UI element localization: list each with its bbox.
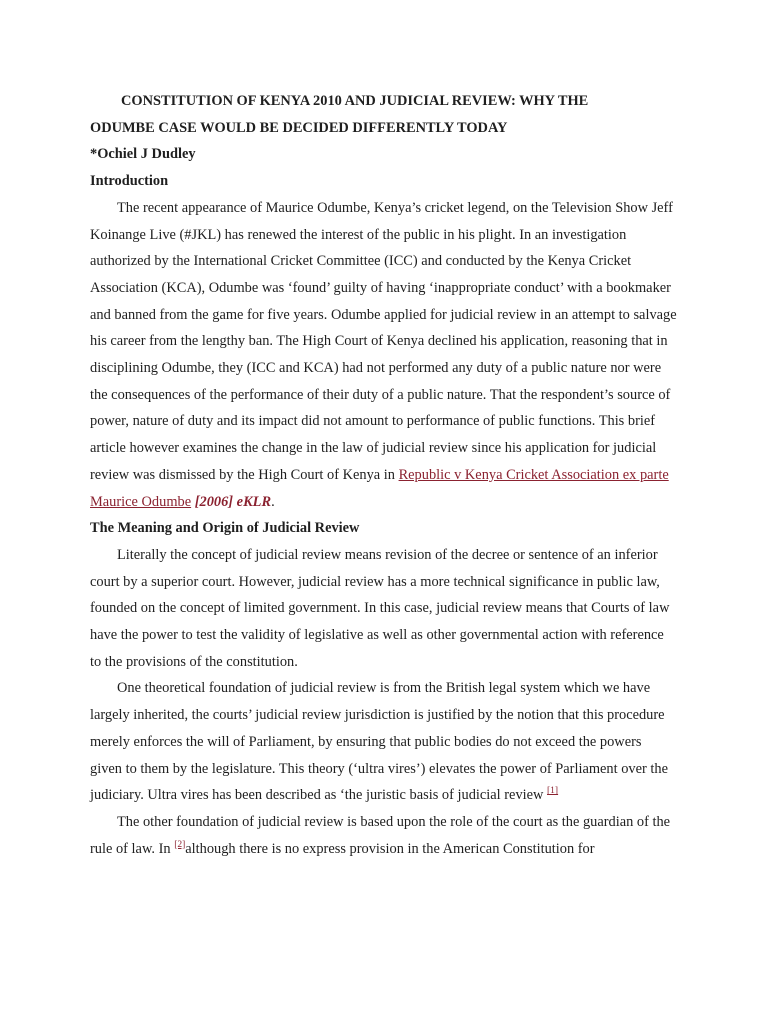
other-paragraph-end: although there is no express provision in the American Constitution for: [185, 840, 595, 857]
case-citation: [2006] eKLR: [194, 493, 272, 510]
british-paragraph: [90, 675, 677, 809]
british-paragraph-text: One theoretical foundation of judicial review is from the British legal system which we have largely inherited, the courts’ judicial review jurisdiction is justified by the notion that this procedure merely enforces the will of Parliament, by ensuring that public bodies do not exceed the powers given to them by the legislature. This theory (‘ultra vires’) elevates the power of Parliament over the judiciary. Ultra vires has been described as ‘the juristic basis of judicial review: [90, 680, 668, 804]
other-paragraph-start: The other foundation of judicial review is based upon the role of the court as the guardian of the rule of law. In: [90, 813, 671, 857]
intro-paragraph: [90, 195, 677, 515]
intro-heading: Introduction: [90, 173, 169, 190]
meaning-paragraph: Literally the concept of judicial review means revision of the decree or sentence of an inferior court by a superior court. However, judicial review has a more technical significance in public law, founded on the concept of limited government. In this case, judicial review means that Courts of law have the power to test the validity of legislative as well as other governmental action with reference to the provisions of the constitution.: [90, 546, 670, 670]
article-body: [90, 88, 677, 862]
meaning-heading: The Meaning and Origin of Judicial Review: [90, 520, 360, 537]
case-citation-period: .: [271, 493, 275, 510]
other-foundation-paragraph: [90, 809, 677, 862]
intro-paragraph-text: The recent appearance of Maurice Odumbe, Kenya’s cricket legend, on the Television Show Jeff Koinange Live (#JKL) has renewed the interest of the public in his plight. In an investigation authorized by the International Cricket Committee (ICC) and conducted by the Kenya Cricket Association (KCA), Odumbe was ‘found’ guilty of having ‘inappropriate conduct’ with a bookmaker and banned from the game for five years. Odumbe applied for judicial review in an attempt to salvage his career from the lengthy ban. The High Court of Kenya declined his application, reasoning that in disciplining Odumbe, they (ICC and KCA) had not performed any duty of a public nature nor were the consequences of the performance of their duty of a public nature. That the respondent’s source of power, nature of duty and its impact did not amount to performance of public functions. This brief article however examines the change in the law of judicial review since his application for judicial review was dismissed by the High Court of Kenya in: [90, 199, 677, 483]
author-name: *Ochiel J Dudley: [90, 146, 196, 163]
footnote-link-2[interactable]: [2]: [174, 839, 186, 850]
article-title-line-2: ODUMBE CASE WOULD BE DECIDED DIFFERENTLY TODAY: [90, 119, 508, 136]
footnote-link-1[interactable]: [1]: [547, 786, 559, 797]
case-link[interactable]: Republic v Kenya Cricket Association ex parte Maurice Odumbe: [90, 466, 669, 510]
article-title-line-1: CONSTITUTION OF KENYA 2010 AND JUDICIAL REVIEW: WHY THE: [121, 93, 589, 109]
